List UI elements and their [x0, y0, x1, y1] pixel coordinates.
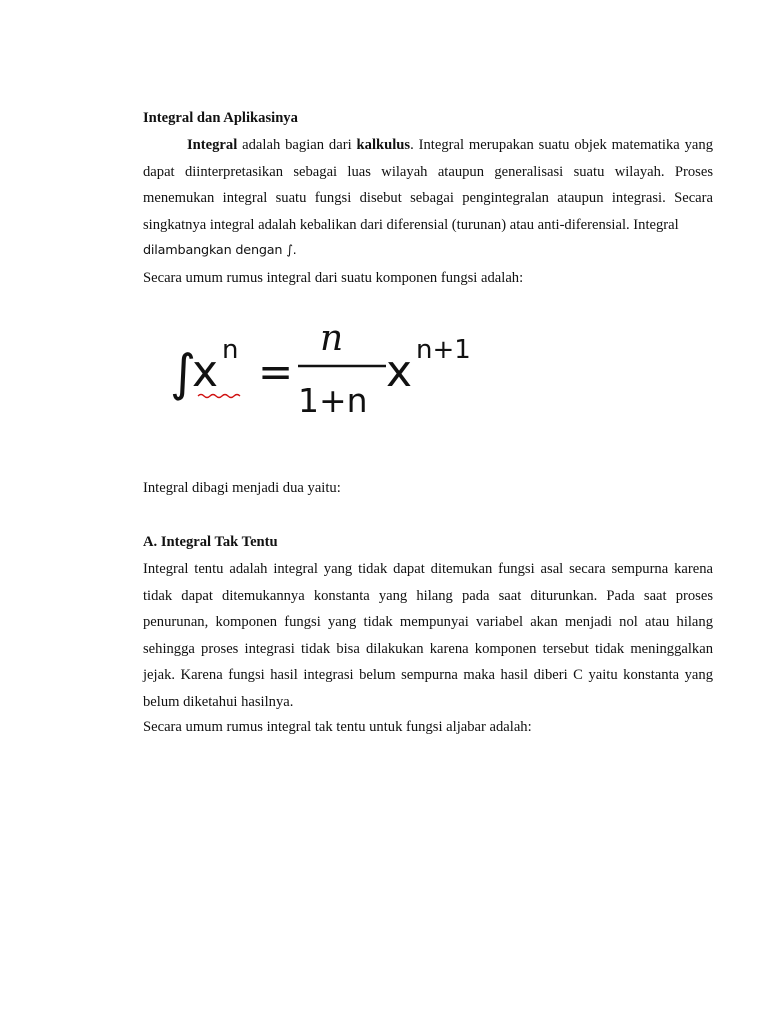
result-base-x: x — [386, 346, 413, 397]
section-a-body: Integral tentu adalah integral yang tidak dapat ditemukan fungsi asal secara sempurna karena tidak dapat ditemukannya konstanta yang hilang pada saat diturunkan. Pada saat proses penurunan, komponen fungsi yang tidak mempunyai variabel akan menjadi nol atau hilang sehingga proses integrasi tidak bisa dilakukan karena komponen tersebut tidak meninggalkan jejak. Karena fungsi hasil integrasi belum sempurna maka hasil diberi C yaitu konstanta yang belum diketahui hasilnya. — [143, 561, 713, 710]
intro-text-segment-2: . Integral merupakan suatu objek matematika yang dapat diinterpretasikan sebagai luas wilayah ataupun generalisasi suatu wilayah. Proses menemukan integral suatu fungsi disebut sebagai pengintegralan ataupun integrasi. Secara singkatnya integral adalah kebalikan dari diferensial (turunan) atau anti-diferensial. Integral — [143, 137, 714, 233]
section-a-formula-intro: Secara umum rumus integral tak tentu untuk fungsi aljabar adalah: — [143, 719, 532, 735]
section-a-heading: A. Integral Tak Tentu — [143, 534, 278, 550]
formula-base-x: x — [192, 346, 219, 397]
formula-exponent-n: n — [222, 335, 239, 365]
integral-symbol-line: dilambangkan dengan ∫. — [143, 243, 297, 258]
document-title: Integral dan Aplikasinya — [143, 110, 298, 126]
intro-text-segment-1: adalah bagian dari — [237, 137, 357, 153]
fraction-denominator: 1+n — [298, 381, 368, 420]
term-integral: Integral — [187, 137, 238, 153]
divides-intro-text: Integral dibagi menjadi dua yaitu: — [143, 480, 341, 496]
integral-power-rule-formula — [168, 308, 488, 428]
term-kalkulus: kalkulus — [356, 137, 411, 153]
integral-sign: ∫ — [170, 344, 197, 402]
equals-sign: = — [258, 347, 294, 396]
intro-paragraph — [143, 132, 713, 265]
formula-intro-text: Secara umum rumus integral dari suatu komponen fungsi adalah: — [143, 270, 524, 286]
fraction-numerator: n — [320, 318, 344, 359]
result-exponent: n+1 — [416, 335, 471, 365]
